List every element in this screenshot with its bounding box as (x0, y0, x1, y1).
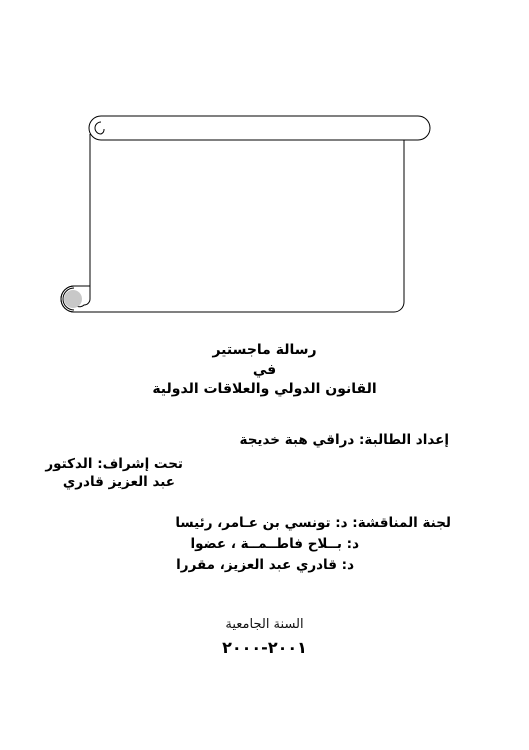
academic-year-label: السنة الجامعية (225, 617, 304, 632)
supervisor-label: تحت إشراف: الدكتور (45, 456, 183, 472)
thesis-preposition: في (252, 362, 277, 378)
committee-member-chair: لجنة المناقشة: د: تونسي بن عـامر، رئيسا (175, 515, 451, 531)
author-line: إعداد الطالبة: دراقي هبة خديجة (239, 432, 449, 448)
academic-year-value: ٢٠٠١-٢٠٠٠ (222, 638, 307, 657)
thesis-field: القانون الدولي والعلاقات الدولية (152, 381, 377, 397)
committee-member-rapporteur: د: قادري عبد العزيز، مقررا (176, 557, 354, 573)
supervisor-name: عبد العزيز قادري (62, 474, 175, 490)
scroll-frame-image (60, 112, 432, 318)
committee-member-examiner: د: بــلاح فاطــمــة ، عضوا (190, 536, 359, 552)
thesis-type: رسالة ماجستير (212, 342, 317, 358)
